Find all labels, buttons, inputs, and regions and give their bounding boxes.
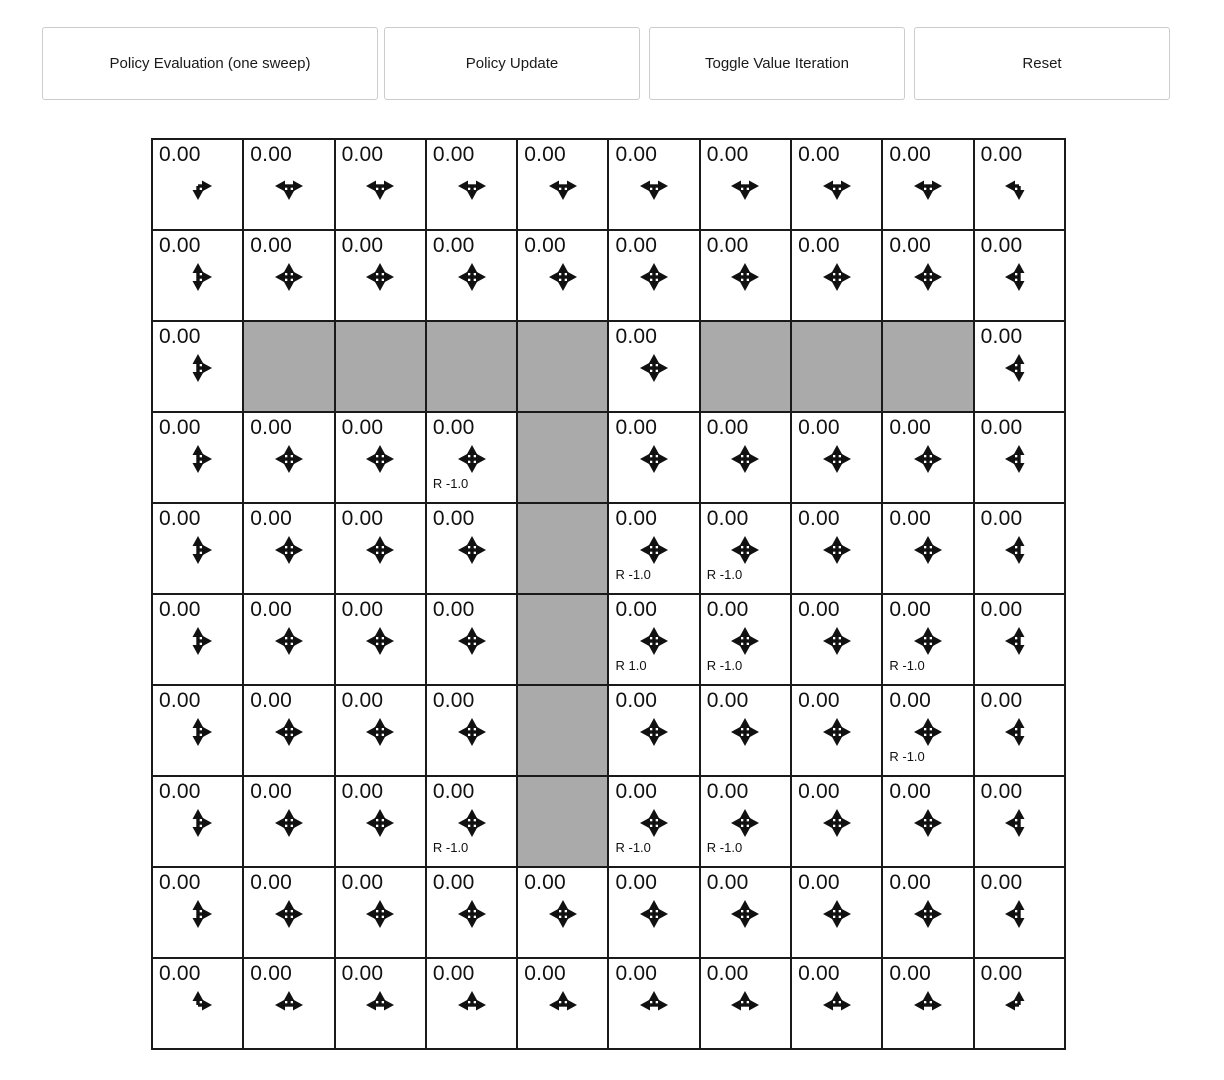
grid-cell	[335, 776, 426, 867]
reward-label: R -1.0	[706, 658, 743, 673]
grid-cell	[608, 412, 699, 503]
policy-arrows-icon	[725, 803, 765, 843]
grid-cell	[608, 139, 699, 230]
cell-value: 0.00	[250, 598, 292, 621]
policy-arrows-icon	[634, 439, 674, 479]
policy-arrows-icon	[634, 894, 674, 934]
cell-value: 0.00	[432, 416, 475, 439]
cell-value: 0.00	[798, 507, 840, 530]
grid-cell	[882, 958, 973, 1049]
cell-value: 0.00	[159, 689, 201, 712]
reward-label: R -1.0	[432, 476, 469, 491]
policy-arrows-icon	[452, 530, 492, 570]
grid-cell	[335, 685, 426, 776]
wall-cell	[882, 321, 973, 412]
cell-value: 0.00	[159, 234, 201, 257]
cell-value: 0.00	[615, 416, 658, 439]
policy-arrows-icon	[908, 530, 948, 570]
cell-value: 0.00	[159, 143, 201, 166]
policy-arrows-icon	[634, 257, 674, 297]
policy-arrows-icon	[178, 712, 218, 752]
policy-arrows-icon	[817, 894, 857, 934]
grid-cell	[243, 594, 334, 685]
grid-cell	[426, 230, 517, 321]
cell-value: 0.00	[250, 234, 292, 257]
policy-arrows-icon	[360, 894, 400, 934]
grid-cell	[426, 412, 517, 503]
wall-cell	[335, 321, 426, 412]
grid-cell	[152, 503, 243, 594]
grid-cell	[791, 230, 882, 321]
policy-arrows-icon	[999, 439, 1039, 479]
cell-value: 0.00	[432, 507, 475, 530]
policy-arrows-icon	[360, 530, 400, 570]
toolbar	[42, 27, 1224, 100]
cell-value: 0.00	[889, 962, 932, 985]
grid-cell	[608, 503, 699, 594]
wall-cell	[517, 412, 608, 503]
cell-value: 0.00	[250, 689, 292, 712]
grid-cell	[426, 503, 517, 594]
cell-value: 0.00	[980, 780, 1023, 803]
grid-cell	[243, 230, 334, 321]
wall-cell	[517, 321, 608, 412]
grid-cell	[243, 139, 334, 230]
cell-value: 0.00	[341, 416, 384, 439]
grid-cell	[335, 958, 426, 1049]
policy-arrows-icon	[725, 530, 765, 570]
cell-value: 0.00	[524, 234, 566, 257]
grid-cell	[426, 958, 517, 1049]
cell-value: 0.00	[798, 780, 840, 803]
cell-value: 0.00	[341, 507, 384, 530]
policy-arrows-icon	[360, 166, 400, 206]
reward-label: R -1.0	[615, 567, 651, 582]
policy-arrows-icon	[817, 621, 857, 661]
policy-arrows-icon	[269, 621, 309, 661]
cell-value: 0.00	[615, 234, 658, 257]
grid-cell	[882, 867, 973, 958]
cell-value: 0.00	[341, 689, 384, 712]
grid-cell	[791, 776, 882, 867]
policy-arrows-icon	[360, 803, 400, 843]
grid-cell	[974, 958, 1065, 1049]
policy-arrows-icon	[634, 803, 674, 843]
grid-cell	[608, 230, 699, 321]
grid-cell	[791, 594, 882, 685]
policy-arrows-icon	[908, 439, 948, 479]
policy-arrows-icon	[908, 257, 948, 297]
wall-cell	[517, 685, 608, 776]
cell-value: 0.00	[706, 507, 749, 530]
cell-value: 0.00	[889, 416, 932, 439]
cell-value: 0.00	[615, 598, 658, 621]
grid-cell	[700, 958, 791, 1049]
cell-value: 0.00	[798, 416, 840, 439]
cell-value: 0.00	[250, 143, 292, 166]
policy-arrows-icon	[269, 257, 309, 297]
grid-cell	[152, 594, 243, 685]
policy-arrows-icon	[269, 439, 309, 479]
policy-arrows-icon	[269, 530, 309, 570]
grid-cell	[974, 594, 1065, 685]
grid-cell	[700, 776, 791, 867]
cell-value: 0.00	[889, 689, 932, 712]
cell-value: 0.00	[159, 962, 201, 985]
cell-value: 0.00	[706, 871, 749, 894]
grid-cell	[608, 321, 699, 412]
policy-arrows-icon	[178, 530, 218, 570]
cell-value: 0.00	[615, 143, 658, 166]
policy-arrows-icon	[725, 985, 765, 1025]
grid-cell	[152, 412, 243, 503]
cell-value: 0.00	[615, 871, 658, 894]
policy-arrows-icon	[452, 257, 492, 297]
wall-cell	[791, 321, 882, 412]
grid-cell	[335, 594, 426, 685]
grid-cell	[426, 139, 517, 230]
policy-arrows-icon	[452, 439, 492, 479]
cell-value: 0.00	[250, 507, 292, 530]
policy-arrows-icon	[908, 894, 948, 934]
grid-cell	[243, 503, 334, 594]
cell-value: 0.00	[159, 780, 201, 803]
grid-cell	[335, 867, 426, 958]
grid-cell	[882, 139, 973, 230]
cell-value: 0.00	[980, 325, 1023, 348]
policy-arrows-icon	[725, 894, 765, 934]
policy-arrows-icon	[817, 985, 857, 1025]
wall-cell	[517, 503, 608, 594]
cell-value: 0.00	[980, 507, 1023, 530]
cell-value: 0.00	[706, 598, 749, 621]
policy-arrows-icon	[178, 257, 218, 297]
grid-cell	[426, 776, 517, 867]
cell-value: 0.00	[432, 962, 475, 985]
policy-arrows-icon	[360, 985, 400, 1025]
cell-value: 0.00	[798, 234, 840, 257]
grid-cell	[882, 230, 973, 321]
grid-cell	[152, 867, 243, 958]
cell-value: 0.00	[432, 780, 475, 803]
cell-value: 0.00	[980, 962, 1023, 985]
cell-value: 0.00	[706, 416, 749, 439]
cell-value: 0.00	[889, 143, 932, 166]
policy-arrows-icon	[999, 803, 1039, 843]
policy-arrows-icon	[178, 803, 218, 843]
policy-arrows-icon	[634, 985, 674, 1025]
policy-arrows-icon	[178, 894, 218, 934]
cell-value: 0.00	[798, 689, 840, 712]
cell-value: 0.00	[159, 325, 201, 348]
policy-arrows-icon	[543, 166, 583, 206]
grid-cell	[700, 139, 791, 230]
gridworld	[151, 138, 1066, 1050]
policy-arrows-icon	[178, 621, 218, 661]
policy-arrows-icon	[634, 348, 674, 388]
grid-cell	[974, 867, 1065, 958]
policy-arrows-icon	[269, 712, 309, 752]
policy-arrows-icon	[543, 894, 583, 934]
reward-label: R -1.0	[432, 840, 469, 855]
policy-arrows-icon	[908, 803, 948, 843]
policy-arrows-icon	[999, 348, 1039, 388]
grid-cell	[608, 685, 699, 776]
grid-cell	[791, 503, 882, 594]
reward-label: R -1.0	[889, 658, 925, 673]
policy-arrows-icon	[634, 621, 674, 661]
cell-value: 0.00	[615, 507, 658, 530]
cell-value: 0.00	[341, 234, 384, 257]
policy-arrows-icon	[452, 166, 492, 206]
cell-value: 0.00	[250, 871, 292, 894]
cell-value: 0.00	[980, 871, 1023, 894]
cell-value: 0.00	[524, 143, 566, 166]
policy-arrows-icon	[634, 712, 674, 752]
cell-value: 0.00	[798, 598, 840, 621]
cell-value: 0.00	[250, 780, 292, 803]
grid-cell	[335, 412, 426, 503]
policy-arrows-icon	[999, 712, 1039, 752]
grid-cell	[791, 685, 882, 776]
cell-value: 0.00	[250, 416, 292, 439]
cell-value: 0.00	[615, 780, 658, 803]
policy-arrows-icon	[999, 894, 1039, 934]
policy-arrows-icon	[178, 348, 218, 388]
policy-update-button[interactable]: Policy Update	[384, 27, 640, 100]
policy-arrows-icon	[269, 803, 309, 843]
grid-cell	[152, 230, 243, 321]
policy-evaluation-button[interactable]: Policy Evaluation (one sweep)	[42, 27, 378, 100]
cell-value: 0.00	[798, 143, 840, 166]
grid-cell	[335, 139, 426, 230]
policy-arrows-icon	[269, 894, 309, 934]
grid-cell	[517, 867, 608, 958]
reward-label: R -1.0	[706, 840, 743, 855]
cell-value: 0.00	[889, 507, 932, 530]
grid-cell	[152, 776, 243, 867]
reward-label: R -1.0	[615, 840, 651, 855]
cell-value: 0.00	[341, 780, 384, 803]
grid-cell	[517, 139, 608, 230]
grid-cell	[882, 503, 973, 594]
policy-arrows-icon	[908, 985, 948, 1025]
policy-arrows-icon	[725, 257, 765, 297]
policy-arrows-icon	[817, 803, 857, 843]
grid-cell	[974, 685, 1065, 776]
policy-arrows-icon	[999, 530, 1039, 570]
grid-cell	[882, 685, 973, 776]
policy-arrows-icon	[725, 712, 765, 752]
policy-arrows-icon	[999, 257, 1039, 297]
cell-value: 0.00	[159, 416, 201, 439]
cell-value: 0.00	[524, 962, 566, 985]
grid-cell	[974, 776, 1065, 867]
cell-value: 0.00	[980, 234, 1023, 257]
grid-cell	[608, 958, 699, 1049]
grid-cell	[426, 867, 517, 958]
policy-arrows-icon	[725, 166, 765, 206]
grid-cell	[974, 503, 1065, 594]
cell-value: 0.00	[980, 689, 1023, 712]
cell-value: 0.00	[889, 234, 932, 257]
cell-value: 0.00	[159, 598, 201, 621]
policy-arrows-icon	[543, 257, 583, 297]
cell-value: 0.00	[889, 871, 932, 894]
grid-cell	[608, 594, 699, 685]
cell-value: 0.00	[432, 234, 475, 257]
policy-arrows-icon	[817, 166, 857, 206]
reward-label: R 1.0	[615, 658, 647, 673]
cell-value: 0.00	[341, 598, 384, 621]
cell-value: 0.00	[524, 871, 566, 894]
grid-cell	[152, 139, 243, 230]
cell-value: 0.00	[980, 143, 1023, 166]
policy-arrows-icon	[452, 621, 492, 661]
policy-arrows-icon	[817, 257, 857, 297]
grid-cell	[152, 685, 243, 776]
policy-arrows-icon	[178, 439, 218, 479]
policy-arrows-icon	[908, 621, 948, 661]
cell-value: 0.00	[432, 143, 475, 166]
cell-value: 0.00	[889, 780, 932, 803]
policy-arrows-icon	[178, 985, 218, 1025]
policy-arrows-icon	[452, 712, 492, 752]
cell-value: 0.00	[706, 962, 749, 985]
grid-cell	[791, 958, 882, 1049]
cell-value: 0.00	[615, 962, 658, 985]
grid-cell	[517, 958, 608, 1049]
policy-arrows-icon	[543, 985, 583, 1025]
grid-cell	[243, 867, 334, 958]
grid-cell	[974, 412, 1065, 503]
toggle-value-iteration-button[interactable]: Toggle Value Iteration	[649, 27, 905, 100]
policy-arrows-icon	[817, 439, 857, 479]
cell-value: 0.00	[706, 780, 749, 803]
grid-cell	[243, 776, 334, 867]
grid-cell	[700, 503, 791, 594]
cell-value: 0.00	[341, 871, 384, 894]
grid-cell	[608, 776, 699, 867]
policy-arrows-icon	[817, 712, 857, 752]
grid-cell	[243, 958, 334, 1049]
policy-arrows-icon	[817, 530, 857, 570]
grid-cell	[700, 230, 791, 321]
policy-arrows-icon	[634, 166, 674, 206]
grid-cell	[152, 321, 243, 412]
grid-cell	[882, 776, 973, 867]
cell-value: 0.00	[615, 689, 658, 712]
grid-cell	[608, 867, 699, 958]
cell-value: 0.00	[706, 234, 749, 257]
grid-cell	[791, 867, 882, 958]
wall-cell	[517, 776, 608, 867]
policy-arrows-icon	[452, 803, 492, 843]
cell-value: 0.00	[341, 143, 384, 166]
grid-cell	[791, 412, 882, 503]
policy-arrows-icon	[178, 166, 218, 206]
grid-cell	[882, 412, 973, 503]
cell-value: 0.00	[798, 962, 840, 985]
wall-cell	[700, 321, 791, 412]
grid-cell	[243, 685, 334, 776]
policy-arrows-icon	[999, 985, 1039, 1025]
wall-cell	[517, 594, 608, 685]
wall-cell	[426, 321, 517, 412]
grid-cell	[791, 139, 882, 230]
grid-cell	[700, 685, 791, 776]
policy-arrows-icon	[360, 439, 400, 479]
cell-value: 0.00	[798, 871, 840, 894]
grid-cell	[700, 867, 791, 958]
cell-value: 0.00	[889, 598, 932, 621]
cell-value: 0.00	[159, 507, 201, 530]
policy-arrows-icon	[725, 621, 765, 661]
policy-arrows-icon	[269, 985, 309, 1025]
cell-value: 0.00	[706, 143, 749, 166]
policy-arrows-icon	[452, 985, 492, 1025]
grid-cell	[426, 685, 517, 776]
policy-arrows-icon	[908, 712, 948, 752]
policy-arrows-icon	[360, 257, 400, 297]
policy-arrows-icon	[360, 712, 400, 752]
reward-label: R -1.0	[706, 567, 743, 582]
cell-value: 0.00	[706, 689, 749, 712]
grid-cell	[700, 594, 791, 685]
cell-value: 0.00	[432, 689, 475, 712]
policy-arrows-icon	[999, 621, 1039, 661]
grid-cell	[335, 230, 426, 321]
cell-value: 0.00	[432, 871, 475, 894]
reward-label: R -1.0	[889, 749, 925, 764]
policy-arrows-icon	[999, 166, 1039, 206]
cell-value: 0.00	[341, 962, 384, 985]
grid-cell	[974, 321, 1065, 412]
policy-arrows-icon	[269, 166, 309, 206]
policy-arrows-icon	[452, 894, 492, 934]
policy-arrows-icon	[360, 621, 400, 661]
grid-cell	[700, 412, 791, 503]
grid-cell	[974, 230, 1065, 321]
cell-value: 0.00	[615, 325, 658, 348]
grid-cell	[974, 139, 1065, 230]
cell-value: 0.00	[250, 962, 292, 985]
cell-value: 0.00	[159, 871, 201, 894]
policy-arrows-icon	[725, 439, 765, 479]
reset-button[interactable]: Reset	[914, 27, 1170, 100]
cell-value: 0.00	[980, 598, 1023, 621]
grid-cell	[517, 230, 608, 321]
grid-cell	[335, 503, 426, 594]
grid-cell	[882, 594, 973, 685]
grid-cell	[426, 594, 517, 685]
grid-cell	[152, 958, 243, 1049]
cell-value: 0.00	[432, 598, 475, 621]
policy-arrows-icon	[908, 166, 948, 206]
wall-cell	[243, 321, 334, 412]
policy-arrows-icon	[634, 530, 674, 570]
cell-value: 0.00	[980, 416, 1023, 439]
grid-cell	[243, 412, 334, 503]
